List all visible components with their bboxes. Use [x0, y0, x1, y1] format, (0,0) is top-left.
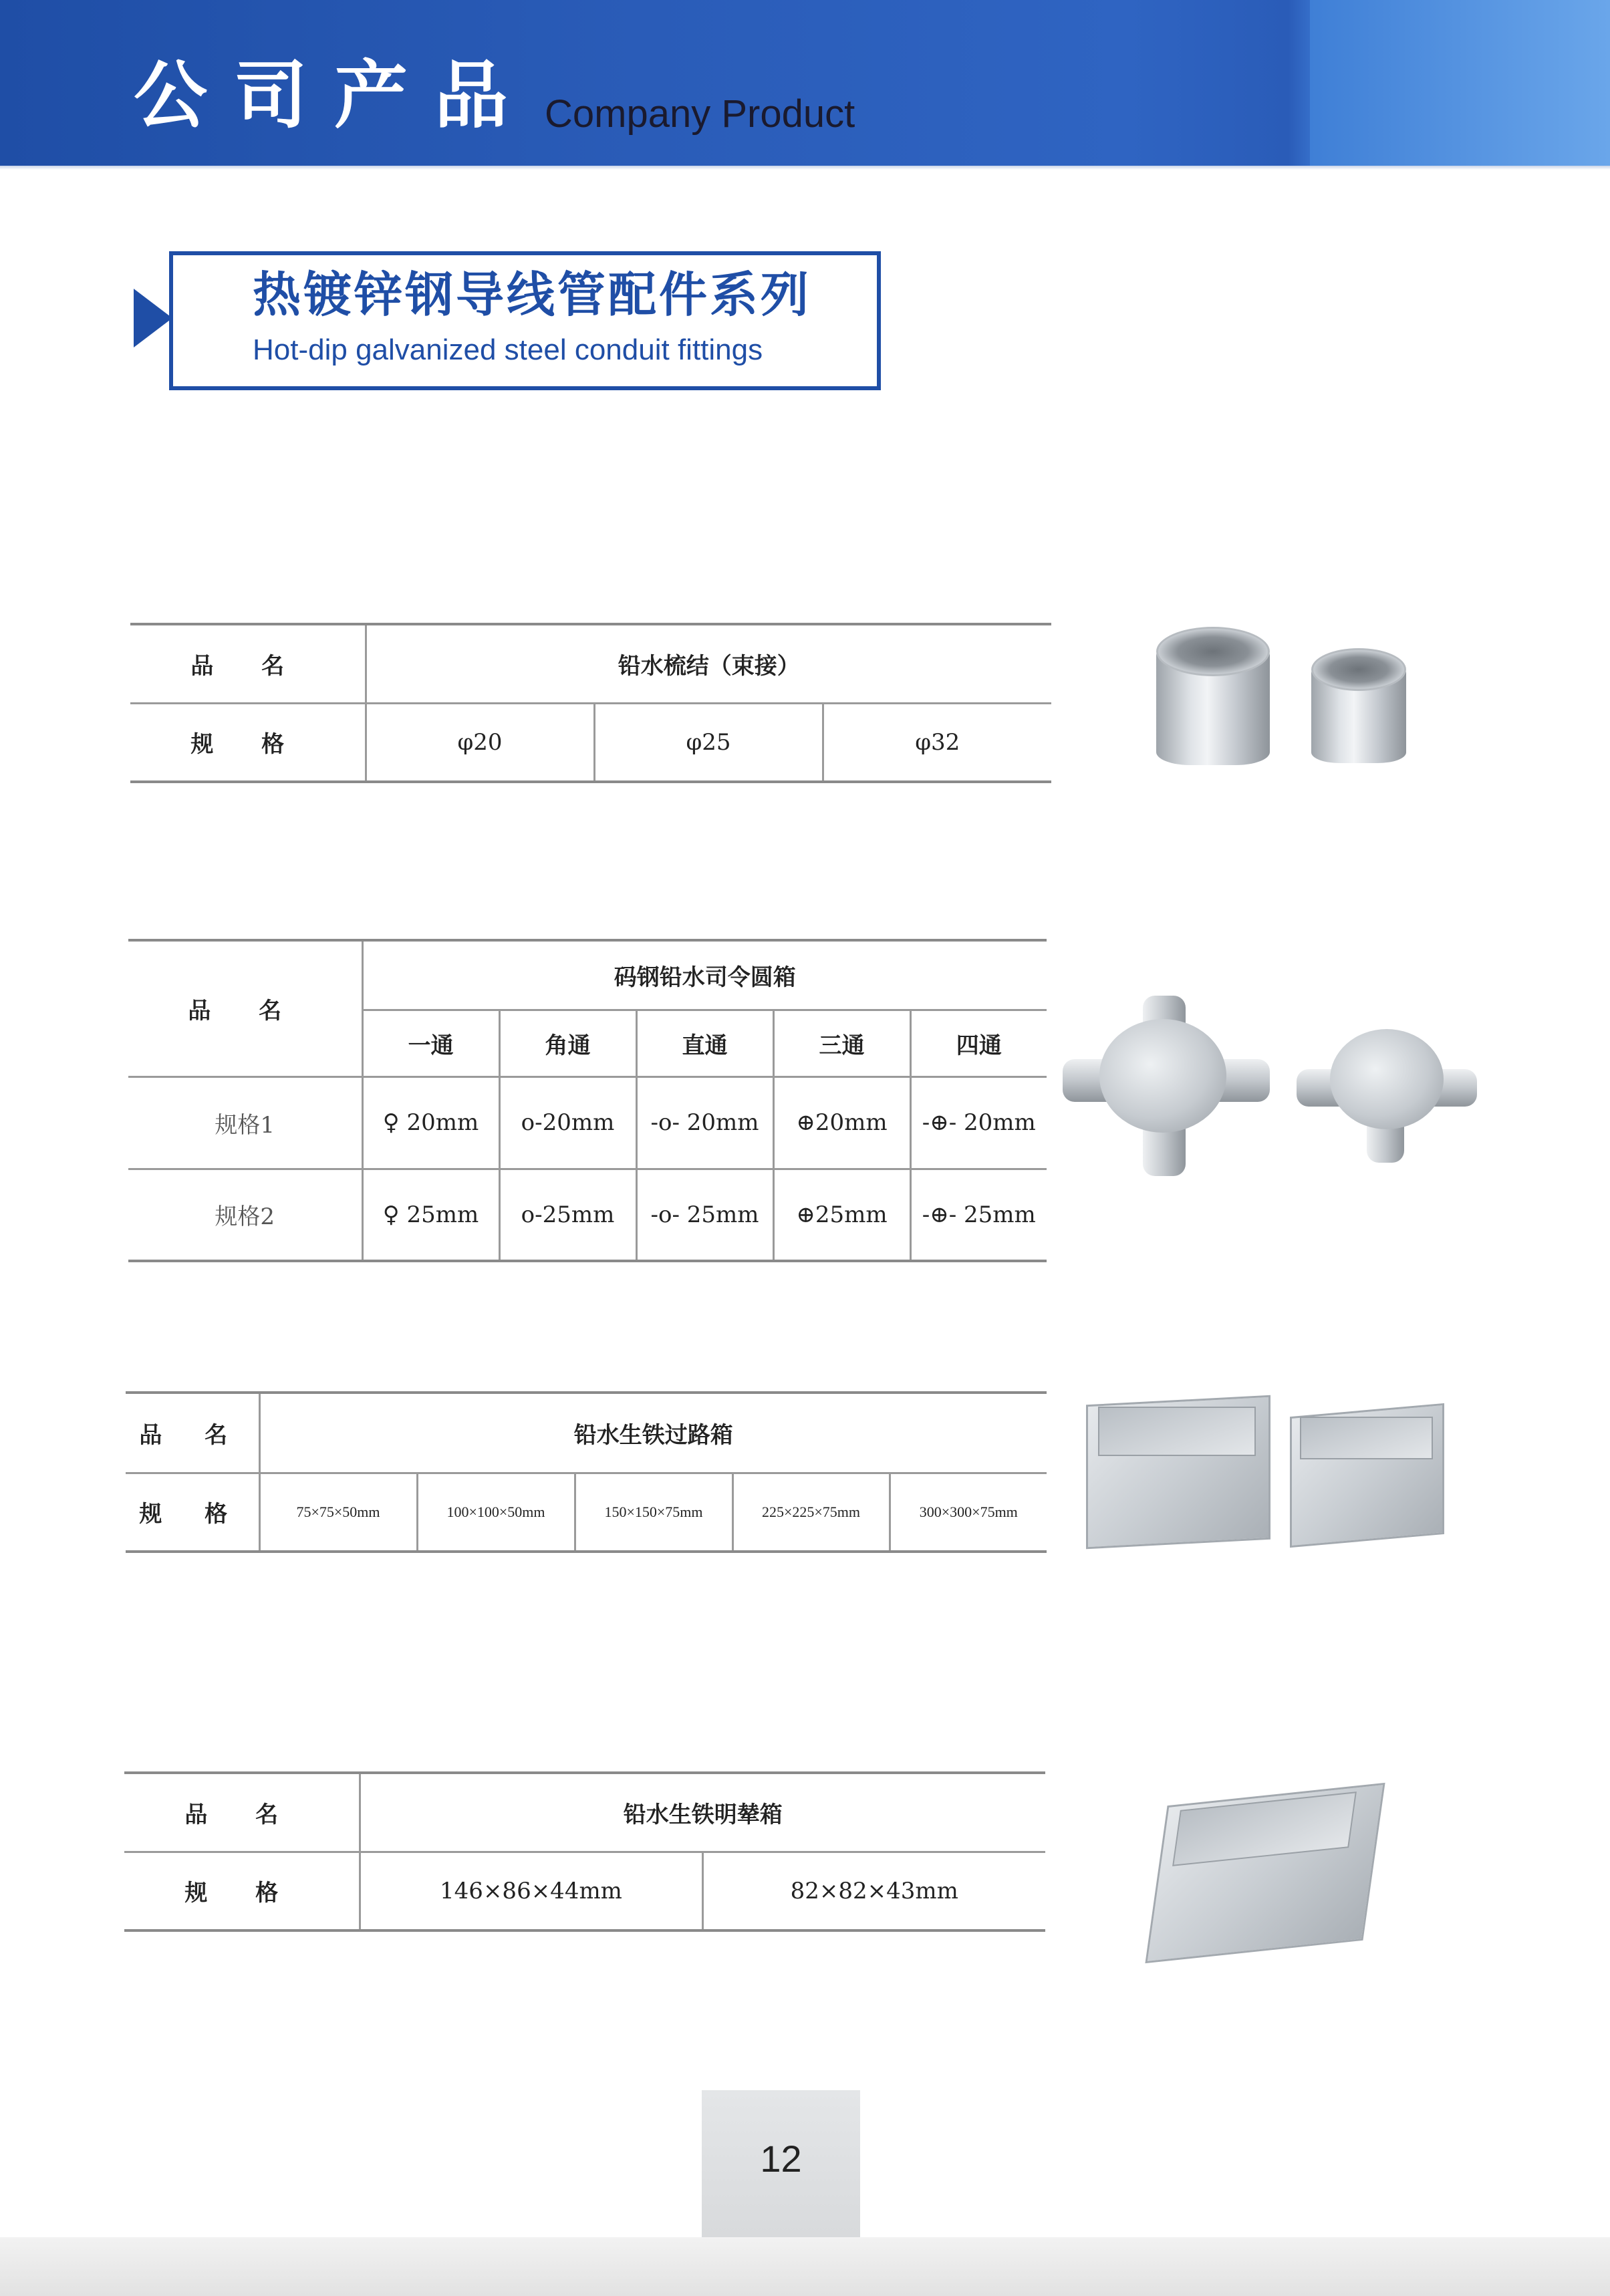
product-name: 铅水梳结（束接） [366, 624, 1051, 703]
type-four-way: 四通 [910, 1010, 1047, 1077]
angle-symbol-icon: o- [521, 1109, 543, 1136]
name-label: 品 名 [130, 624, 366, 703]
spec-cell: 225×225×75mm [732, 1473, 890, 1552]
table-coupling [130, 623, 1051, 783]
type-through: 直通 [636, 1010, 773, 1077]
spec-cell: φ20 [366, 703, 594, 782]
spec-cell: 25mm [406, 1201, 479, 1228]
surface-box-photo [1156, 1774, 1377, 1961]
three-way-symbol-icon: ⊕︎ [796, 1109, 815, 1136]
header-band [0, 0, 1610, 166]
pull-box-photo [1086, 1387, 1460, 1554]
spec-cell: φ32 [823, 703, 1051, 782]
page-title-en: Company Product [545, 92, 855, 136]
table-pull-box [126, 1391, 1047, 1553]
four-way-symbol-icon: -⊕︎- [922, 1109, 957, 1136]
product-name: 铅水生铁明辇箱 [360, 1773, 1045, 1852]
spec-cell: 300×300×75mm [890, 1473, 1047, 1552]
product-name: 码钢铅水司令圆箱 [362, 940, 1047, 1010]
four-way-symbol-icon: -⊕︎- [922, 1201, 957, 1228]
spec-cell: 25mm [542, 1201, 615, 1228]
header-accent [1310, 0, 1610, 166]
junction-box-photo [1063, 989, 1490, 1183]
page-number: 12 [760, 2138, 802, 2180]
spec-cell: φ25 [594, 703, 823, 782]
angle-symbol-icon: o- [521, 1201, 543, 1228]
table-junction-box [128, 939, 1047, 1262]
spec-cell: 75×75×50mm [259, 1473, 417, 1552]
page-title-cn: 公司产品 [134, 53, 535, 138]
section-title-cn: 热镀锌钢导线管配件系列 [253, 267, 812, 323]
type-one-way: 一通 [362, 1010, 499, 1077]
type-angle: 角通 [499, 1010, 636, 1077]
table-surface-box [124, 1771, 1045, 1932]
spec-cell: 25mm [686, 1201, 759, 1228]
name-label: 品 名 [126, 1393, 259, 1473]
header-shadow [0, 166, 1610, 170]
spec-cell: 20mm [686, 1109, 759, 1136]
spec-cell: 20mm [964, 1109, 1036, 1136]
spec-cell: 82×82×43mm [702, 1852, 1045, 1930]
coupling-photo [1136, 621, 1430, 822]
spec-cell: 146×86×44mm [360, 1852, 702, 1930]
spec-label: 规 格 [130, 703, 366, 782]
one-way-symbol-icon: ♀︎ [382, 1201, 400, 1228]
footer-bar [0, 2237, 1610, 2296]
spec-label: 规 格 [124, 1852, 360, 1930]
section-title-en: Hot-dip galvanized steel conduit fittings [253, 333, 763, 366]
type-three-way: 三通 [773, 1010, 910, 1077]
spec-cell: 25mm [964, 1201, 1036, 1228]
name-label: 品 名 [124, 1773, 360, 1852]
spec1-label: 规格1 [128, 1077, 362, 1169]
arrow-icon [134, 289, 172, 347]
spec-label: 规 格 [126, 1473, 259, 1552]
name-label: 品 名 [128, 940, 362, 1077]
through-symbol-icon: -o- [650, 1109, 680, 1136]
spec2-label: 规格2 [128, 1169, 362, 1261]
spec-cell: 20mm [815, 1109, 888, 1136]
one-way-symbol-icon: ♀︎ [382, 1109, 400, 1136]
spec-cell: 100×100×50mm [417, 1473, 575, 1552]
three-way-symbol-icon: ⊕︎ [796, 1201, 815, 1228]
through-symbol-icon: -o- [650, 1201, 680, 1228]
spec-cell: 20mm [406, 1109, 479, 1136]
spec-cell: 150×150×75mm [575, 1473, 732, 1552]
product-name: 铅水生铁过路箱 [259, 1393, 1047, 1473]
spec-cell: 25mm [815, 1201, 888, 1228]
spec-cell: 20mm [542, 1109, 615, 1136]
page-number-tab [702, 2090, 860, 2237]
